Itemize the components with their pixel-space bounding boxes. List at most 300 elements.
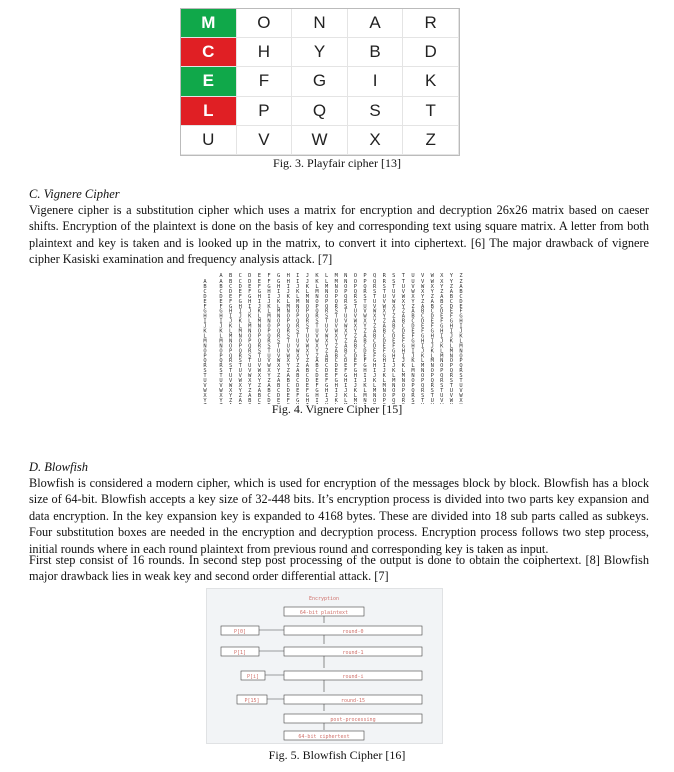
vigenere-cell: L xyxy=(459,338,463,345)
vigenere-cell: E xyxy=(430,318,434,325)
vigenere-cell: Y xyxy=(363,323,367,330)
vigenere-cell: L xyxy=(449,343,454,350)
vigenere-header-letter: L xyxy=(324,273,329,279)
vigenere-cell: K xyxy=(363,382,367,389)
vigenere-cell: B xyxy=(449,293,454,300)
vigenere-cell: Y xyxy=(353,328,358,335)
vigenere-cell: Z xyxy=(459,279,463,285)
vigenere-cell: U xyxy=(248,363,252,370)
vigenere-cell: S xyxy=(363,293,367,300)
vigenere-cell: S xyxy=(420,392,425,399)
vigenere-row-label: G xyxy=(203,308,207,315)
vigenere-cell: O xyxy=(286,313,290,320)
vigenere-cell: M xyxy=(430,358,434,365)
vigenere-cell: Q xyxy=(257,338,262,345)
vigenere-cell: C xyxy=(276,387,281,394)
vigenere-cell: Z xyxy=(430,293,434,300)
vigenere-cell: F xyxy=(267,279,271,285)
vigenere-cell: M xyxy=(459,343,463,350)
vigenere-row-label: E xyxy=(203,298,207,305)
vigenere-cell: Q xyxy=(440,373,444,380)
vigenere-cell: A xyxy=(296,368,300,375)
vigenere-cell: Z xyxy=(411,303,415,310)
vigenere-cell: V xyxy=(238,373,242,380)
vigenere-cell: G xyxy=(401,343,406,350)
vigenere-row-label: I xyxy=(203,318,207,325)
vigenere-cell: N xyxy=(411,373,415,380)
vigenere-cell: N xyxy=(238,333,242,340)
vigenere-cell: J xyxy=(411,353,415,360)
vigenere-cell: C xyxy=(296,378,300,384)
vigenere-cell: K xyxy=(440,343,444,350)
vigenere-cell: H xyxy=(305,397,310,404)
vigenere-cell: T xyxy=(363,298,367,305)
vigenere-cell: O xyxy=(324,293,329,300)
vigenere-cell: Y xyxy=(315,348,319,355)
vigenere-cell: L xyxy=(420,358,425,365)
vigenere-cell: Y xyxy=(372,318,377,325)
vigenere-cell: G xyxy=(257,288,262,295)
vigenere-cell: V xyxy=(449,392,454,399)
vigenere-cell: O xyxy=(392,387,396,394)
vigenere-cell: U xyxy=(228,373,233,380)
vigenere-cell: T xyxy=(315,323,319,330)
vigenere-cell: P xyxy=(257,333,262,340)
vigenere-cell: Q xyxy=(420,382,425,389)
vigenere-cell: Y xyxy=(420,293,425,300)
vigenere-cell: N xyxy=(344,279,348,285)
vigenere-cell: D xyxy=(392,333,396,340)
vigenere-cell: F xyxy=(324,378,329,384)
vigenere-cell: J xyxy=(257,303,262,310)
vigenere-cell: C xyxy=(440,303,444,310)
vigenere-cell: Q xyxy=(392,397,396,404)
vigenere-cell: V xyxy=(296,343,300,350)
vigenere-row-label: M xyxy=(203,338,207,345)
vigenere-cell: G xyxy=(363,363,367,370)
vigenere-cell: W xyxy=(344,323,348,330)
vigenere-cell: V xyxy=(411,283,415,290)
vigenere-cell: W xyxy=(392,298,396,305)
vigenere-row-label: D xyxy=(203,293,207,300)
vigenere-cell: W xyxy=(267,363,271,370)
vigenere-cell: G xyxy=(296,397,300,404)
vigenere-cell: L xyxy=(411,363,415,370)
vigenere-cell: U xyxy=(411,279,415,285)
playfair-cell: N xyxy=(292,9,348,38)
vigenere-cell: D xyxy=(248,279,252,285)
vigenere-cell: K xyxy=(296,288,300,295)
vigenere-cell: Q xyxy=(372,279,377,285)
vigenere-cell: Q xyxy=(219,358,223,365)
vigenere-cell: I xyxy=(420,343,425,350)
vigenere-cell: A xyxy=(392,318,396,325)
vigenere-cell: F xyxy=(411,333,415,340)
vigenere-cell: I xyxy=(459,323,463,330)
vigenere-cell: K xyxy=(353,387,358,394)
vigenere-cell: A xyxy=(353,338,358,345)
vigenere-cell: F xyxy=(238,293,242,300)
vigenere-cell: D xyxy=(420,318,425,325)
vigenere-row-label: F xyxy=(203,303,207,310)
vigenere-cell: D xyxy=(382,338,386,345)
vigenere-row-label: N xyxy=(203,343,207,350)
vigenere-cell: J xyxy=(286,288,290,295)
vigenere-cell: M xyxy=(401,373,406,380)
vigenere-cell: L xyxy=(305,288,310,295)
round-label: round-1 xyxy=(342,650,364,656)
vigenere-row-label: W xyxy=(203,387,207,394)
vigenere-cell: R xyxy=(449,373,454,380)
playfair-cell: I xyxy=(348,67,404,96)
vigenere-cell: B xyxy=(401,318,406,325)
vigenere-cell: R xyxy=(353,293,358,300)
vigenere-header-letter: Z xyxy=(459,273,463,279)
vigenere-cell: P xyxy=(363,279,367,285)
vigenere-cell: W xyxy=(296,348,300,355)
round-label: round-0 xyxy=(342,629,364,635)
vigenere-cell: D xyxy=(363,348,367,355)
vigenere-cell: L xyxy=(219,333,223,340)
vigenere-cell: V xyxy=(286,348,290,355)
vigenere-cell: V xyxy=(228,378,233,384)
vigenere-cell: W xyxy=(420,283,425,290)
vigenere-cell: A xyxy=(382,323,386,330)
vigenere-cell: N xyxy=(315,293,319,300)
vigenere-cell: G xyxy=(420,333,425,340)
vigenere-cell: F xyxy=(353,363,358,370)
vigenere-cell: J xyxy=(228,318,233,325)
vigenere-cell: K xyxy=(286,293,290,300)
section-d-heading: D. Blowfish xyxy=(29,460,89,474)
vigenere-cell: N xyxy=(372,392,377,399)
vigenere-cell: I xyxy=(363,373,367,380)
vigenere-cell: T xyxy=(334,313,338,320)
section-d-paragraph-1: Blowfish is considered a modern cipher, which is used for encryption of the messages block by block. Blowfish has a block size of 64-bit. Blowfish accepts a key size of 32-448 bits. It’s encryption process is divided into two parts key expansion and data encryption. In the key expansion key is expanded to 4168 bytes. These are divided into 18 sub parts called as subkeys. Four substitution boxes are needed in the encryption and decryption process. Encryption process follows two step process, initial rounds where in each round plaintext from previous round and corresponding key is taken as input. xyxy=(29,476,649,556)
vigenere-cell: N xyxy=(420,368,425,375)
vigenere-cell: Z xyxy=(305,358,310,365)
vigenere-cell: Y xyxy=(430,288,434,295)
vigenere-cell: X xyxy=(248,378,252,384)
vigenere-cell: C xyxy=(257,397,262,404)
vigenere-cell: Z xyxy=(315,353,319,360)
vigenere-cell: X xyxy=(334,333,338,340)
vigenere-cell: W xyxy=(228,382,233,389)
vigenere-cell: O xyxy=(459,353,463,360)
vigenere-cell: V xyxy=(382,298,386,305)
vigenere-cell: Q xyxy=(276,328,281,335)
vigenere-row-label: B xyxy=(203,283,207,290)
vigenere-cell: H xyxy=(459,318,463,325)
vigenere-cell: K xyxy=(449,338,454,345)
vigenere-cell: T xyxy=(420,397,425,404)
vigenere-cell: X xyxy=(392,303,396,310)
vigenere-cell: H xyxy=(440,328,444,335)
vigenere-cell: H xyxy=(315,392,319,399)
vigenere-cell: X xyxy=(363,318,367,325)
vigenere-cell: R xyxy=(344,298,348,305)
vigenere-cell: M xyxy=(382,382,386,389)
section-d-paragraph-2: First step consist of 16 rounds. In second step post processing of the output is done to obtain the coiphertext. [8] Blowfish major drawback lies in weak key and second order differential attack. [7] xyxy=(29,553,649,584)
vigenere-cell: L xyxy=(324,279,329,285)
vigenere-cell: D xyxy=(219,293,223,300)
vigenere-cell: I xyxy=(411,348,415,355)
vigenere-cell: X xyxy=(411,293,415,300)
vigenere-cell: U xyxy=(363,303,367,310)
vigenere-header-letter: C xyxy=(238,273,242,279)
vigenere-header-letter: P xyxy=(363,273,367,279)
vigenere-cell: V xyxy=(363,308,367,315)
vigenere-cell: F xyxy=(344,368,348,375)
vigenere-cell: F xyxy=(257,283,262,290)
vigenere-cell: D xyxy=(276,392,281,399)
vigenere-header-letter: A xyxy=(219,273,223,279)
vigenere-cell: X xyxy=(228,387,233,394)
vigenere-cell: L xyxy=(228,328,233,335)
vigenere-cell: M xyxy=(257,318,262,325)
vigenere-cell: U xyxy=(430,397,434,404)
vigenere-header-letter: Q xyxy=(372,273,377,279)
figure-3-caption: Fig. 3. Playfair cipher [13] xyxy=(273,156,401,170)
vigenere-cell: C xyxy=(449,298,454,305)
playfair-cell: W xyxy=(292,126,348,155)
vigenere-cell: G xyxy=(315,387,319,394)
vigenere-cell: U xyxy=(344,313,348,320)
vigenere-cell: V xyxy=(248,368,252,375)
vigenere-cell: P xyxy=(420,378,425,384)
vigenere-cell: A xyxy=(267,382,271,389)
vigenere-cell: K xyxy=(459,333,463,340)
vigenere-cell: Y xyxy=(334,338,338,345)
vigenere-cell: B xyxy=(363,338,367,345)
vigenere-cell: H xyxy=(267,288,271,295)
vigenere-cell: S xyxy=(315,318,319,325)
vigenere-cell: C xyxy=(324,363,329,370)
vigenere-cell: L xyxy=(344,397,348,404)
vigenere-cell: E xyxy=(228,293,233,300)
vigenere-row-label: Q xyxy=(203,358,207,365)
vigenere-cell: R xyxy=(372,283,377,290)
vigenere-cell: Q xyxy=(296,318,300,325)
vigenere-cell: A xyxy=(286,373,290,380)
vigenere-cell: J xyxy=(344,387,348,394)
vigenere-cell: Y xyxy=(324,343,329,350)
vigenere-cell: S xyxy=(267,343,271,350)
vigenere-cell: O xyxy=(344,283,348,290)
vigenere-cell: T xyxy=(449,382,454,389)
vigenere-cell: E xyxy=(459,303,463,310)
vigenere-cell: S xyxy=(238,358,242,365)
vigenere-cell: I xyxy=(286,283,290,290)
vigenere-cell: N xyxy=(392,382,396,389)
vigenere-cell: H xyxy=(420,338,425,345)
vigenere-cell: S xyxy=(228,363,233,370)
vigenere-cell: P xyxy=(315,303,319,310)
vigenere-cell: C xyxy=(401,323,406,330)
vigenere-cell: I xyxy=(372,368,377,375)
vigenere-square xyxy=(193,270,474,404)
vigenere-cell: Z xyxy=(276,373,281,380)
vigenere-cell: X xyxy=(420,288,425,295)
playfair-cell: O xyxy=(237,9,293,38)
vigenere-cell: T xyxy=(296,333,300,340)
vigenere-cell: K xyxy=(430,348,434,355)
vigenere-cell: T xyxy=(459,378,463,384)
vigenere-cell: W xyxy=(459,392,463,399)
vigenere-cell: H xyxy=(411,343,415,350)
vigenere-cell: U xyxy=(219,378,223,384)
vigenere-cell: S xyxy=(305,323,310,330)
vigenere-cell: I xyxy=(449,328,454,335)
vigenere-cell: N xyxy=(276,313,281,320)
vigenere-cell: O xyxy=(305,303,310,310)
vigenere-header-letter: N xyxy=(344,273,348,279)
vigenere-cell: K xyxy=(382,373,386,380)
playfair-key-cell: M xyxy=(181,9,237,38)
vigenere-cell: H xyxy=(353,373,358,380)
vigenere-cell: E xyxy=(382,343,386,350)
vigenere-cell: W xyxy=(334,328,338,335)
vigenere-cell: F xyxy=(372,353,377,360)
vigenere-cell: X xyxy=(324,338,329,345)
vigenere-cell: V xyxy=(276,353,281,360)
vigenere-cell: H xyxy=(372,363,377,370)
vigenere-cell: N xyxy=(219,343,223,350)
vigenere-cell: I xyxy=(248,303,252,310)
vigenere-cell: H xyxy=(449,323,454,330)
vigenere-cell: P xyxy=(267,328,271,335)
subkey-label: P[1] xyxy=(233,650,247,656)
vigenere-cell: Z xyxy=(440,288,444,295)
vigenere-cell: O xyxy=(276,318,281,325)
vigenere-cell: Z xyxy=(296,363,300,370)
vigenere-cell: P xyxy=(219,353,223,360)
vigenere-cell: N xyxy=(296,303,300,310)
vigenere-cell: B xyxy=(353,343,358,350)
vigenere-cell: D xyxy=(238,283,242,290)
playfair-cell: Z xyxy=(403,126,459,155)
round-row-i xyxy=(241,671,422,680)
vigenere-header-letter: Y xyxy=(449,273,454,279)
vigenere-cell: Q xyxy=(401,392,406,399)
vigenere-cell: D xyxy=(440,308,444,315)
vigenere-cell: B xyxy=(440,298,444,305)
vigenere-cell: T xyxy=(401,279,406,285)
subkey-label: P[i] xyxy=(246,674,260,680)
vigenere-cell: P xyxy=(305,308,310,315)
vigenere-cell: M xyxy=(286,303,290,310)
vigenere-cell: B xyxy=(411,313,415,320)
vigenere-cell: A xyxy=(372,328,377,335)
vigenere-cell: M xyxy=(296,298,300,305)
vigenere-cell: W xyxy=(353,318,358,325)
vigenere-cell: O xyxy=(372,397,377,404)
round-row-15 xyxy=(237,695,422,704)
vigenere-cell: P xyxy=(449,363,454,370)
vigenere-cell: N xyxy=(267,318,271,325)
vigenere-cell: O xyxy=(420,373,425,380)
vigenere-row-label: P xyxy=(203,353,207,360)
vigenere-cell: E xyxy=(353,358,358,365)
vigenere-cell: U xyxy=(257,358,262,365)
vigenere-cell: D xyxy=(449,303,454,310)
vigenere-cell: J xyxy=(420,348,425,355)
vigenere-cell: D xyxy=(305,378,310,384)
vigenere-cell: P xyxy=(430,373,434,380)
vigenere-cell: C xyxy=(219,288,223,295)
vigenere-cell: E xyxy=(334,368,338,375)
vigenere-cell: U xyxy=(315,328,319,335)
vigenere-cell: T xyxy=(219,373,223,380)
vigenere-cell: F xyxy=(440,318,444,325)
vigenere-cell: L xyxy=(392,373,396,380)
figure-4-caption: Fig. 4. Vignere Cipher [15] xyxy=(271,402,403,416)
vigenere-row-label: T xyxy=(203,373,207,380)
vigenere-cell: P xyxy=(353,283,358,290)
vigenere-cell: I xyxy=(382,363,386,370)
vigenere-cell: T xyxy=(324,318,329,325)
vigenere-cell: J xyxy=(363,378,367,384)
vigenere-cell: U xyxy=(382,293,386,300)
vigenere-cell: R xyxy=(411,392,415,399)
vigenere-cell: P xyxy=(382,397,386,404)
vigenere-cell: A xyxy=(315,358,319,365)
playfair-cell: B xyxy=(348,38,404,67)
vigenere-cell: D xyxy=(267,397,271,404)
vigenere-cell: N xyxy=(286,308,290,315)
vigenere-header-letter: F xyxy=(267,273,271,279)
vigenere-cell: X xyxy=(430,283,434,290)
vigenere-cell: R xyxy=(401,397,406,404)
vigenere-cell: R xyxy=(315,313,319,320)
vigenere-cell: A xyxy=(276,378,281,384)
vigenere-cell: I xyxy=(219,318,223,325)
vigenere-row-label: H xyxy=(203,313,207,320)
vigenere-cell: I xyxy=(344,382,348,389)
vigenere-cell: S xyxy=(372,288,377,295)
playfair-cell: A xyxy=(348,9,404,38)
vigenere-cell: H xyxy=(344,378,348,384)
vigenere-cell: A xyxy=(420,303,425,310)
vigenere-cell: N xyxy=(449,353,454,360)
vigenere-cell: E xyxy=(257,279,262,285)
vigenere-header-letter: T xyxy=(401,273,406,279)
vigenere-cell: T xyxy=(344,308,348,315)
vigenere-cell: Z xyxy=(228,397,233,404)
vigenere-cell: L xyxy=(372,382,377,389)
vigenere-cell: D xyxy=(296,382,300,389)
round-label: round-i xyxy=(342,674,364,680)
vigenere-cell: E xyxy=(363,353,367,360)
vigenere-cell: I xyxy=(334,387,338,394)
vigenere-cell: E xyxy=(449,308,454,315)
vigenere-cell: Z xyxy=(334,343,338,350)
vigenere-cell: M xyxy=(449,348,454,355)
vigenere-cell: R xyxy=(276,333,281,340)
vigenere-cell: P xyxy=(324,298,329,305)
vigenere-cell: J xyxy=(459,328,463,335)
vigenere-row-label: A xyxy=(203,279,207,285)
vigenere-cell: K xyxy=(267,303,271,310)
vigenere-cell: G xyxy=(353,368,358,375)
vigenere-cell: T xyxy=(372,293,377,300)
vigenere-cell: U xyxy=(449,387,454,394)
vigenere-row-label: R xyxy=(203,363,207,370)
vigenere-cell: Y xyxy=(238,387,242,394)
vigenere-header-letter: U xyxy=(411,273,415,279)
vigenere-header-letter: M xyxy=(334,273,338,279)
playfair-cell: S xyxy=(348,97,404,126)
